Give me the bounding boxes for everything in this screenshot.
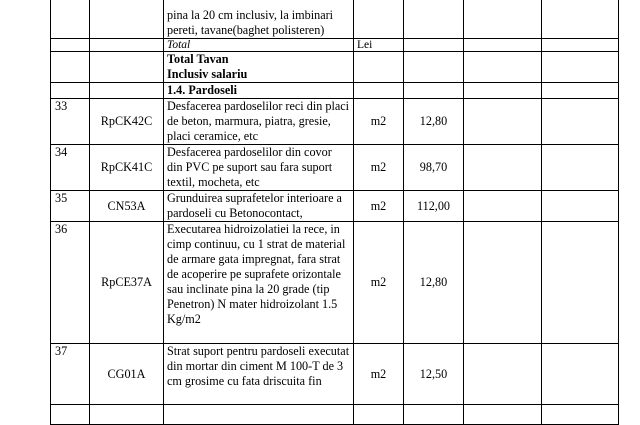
section-total-label [164, 52, 354, 83]
total-label: Total [164, 39, 354, 52]
empty-cell [90, 52, 164, 83]
item-code: RpCK42C [90, 99, 164, 145]
currency-label: Lei [354, 39, 404, 52]
item-price [464, 222, 542, 344]
empty-cell [464, 405, 542, 425]
item-description: Strat suport pentru pardoseli executat din mortar din ciment M 100-T de 3 cm grosime cu fata driscuita fin [164, 344, 354, 405]
empty-cell [354, 405, 404, 425]
table-row-partial [51, 0, 619, 39]
item-code: RpCK41C [90, 145, 164, 191]
table-row [51, 344, 619, 405]
item-code: CN53A [90, 191, 164, 222]
item-quantity: 98,70 [404, 145, 464, 191]
item-unit: m2 [354, 145, 404, 191]
empty-cell [404, 405, 464, 425]
item-unit: m2 [354, 344, 404, 405]
table-row [51, 145, 619, 191]
item-quantity: 12,80 [404, 222, 464, 344]
empty-cell [354, 83, 404, 99]
item-value [542, 222, 619, 344]
row-number: 33 [51, 99, 90, 145]
item-description: Executarea hidroizolatiei la rece, in cimp continuu, cu 1 strat de material de armare gata impregnat, fara strat de acoperire pe suprafete orizontale sau inclinate pina la 20 grade (tip Penetron) N mater hidroizolant 1.5 Kg/m2 [164, 222, 354, 344]
item-code: RpCE37A [90, 222, 164, 344]
item-price [464, 191, 542, 222]
empty-cell [51, 52, 90, 83]
empty-cell [464, 52, 542, 83]
section-title: 1.4. Pardoseli [164, 83, 354, 99]
empty-cell [51, 83, 90, 99]
item-description: Grunduirea suprafetelor interioare a pardoseli cu Betonocontact, [164, 191, 354, 222]
item-code: CG01A [90, 344, 164, 405]
row-number: 36 [51, 222, 90, 344]
empty-cell [404, 39, 464, 52]
item-value [542, 0, 619, 39]
table-row-section-total [51, 52, 619, 83]
table-row [51, 191, 619, 222]
empty-cell [404, 83, 464, 99]
item-code [90, 0, 164, 39]
item-price [464, 145, 542, 191]
empty-cell [90, 83, 164, 99]
section-total-line2: Inclusiv salariu [167, 67, 248, 81]
empty-cell [464, 39, 542, 52]
table-row-total [51, 39, 619, 52]
table-row-section-header [51, 83, 619, 99]
item-unit: m2 [354, 191, 404, 222]
empty-cell [90, 405, 164, 425]
empty-cell [542, 39, 619, 52]
section-total-line1: Total Tavan [167, 52, 229, 66]
item-description: Desfacerea pardoselilor reci din placi de beton, marmura, piatra, gresie, placi ceramice, etc [164, 99, 354, 145]
item-value [542, 99, 619, 145]
table-row-next [51, 405, 619, 425]
empty-cell [354, 52, 404, 83]
empty-cell [164, 405, 354, 425]
empty-cell [464, 83, 542, 99]
row-number: 35 [51, 191, 90, 222]
empty-cell [542, 405, 619, 425]
table-row [51, 99, 619, 145]
empty-cell [542, 52, 619, 83]
item-price [464, 99, 542, 145]
row-number: 34 [51, 145, 90, 191]
table-row [51, 222, 619, 344]
item-description [164, 0, 354, 39]
empty-cell [542, 83, 619, 99]
item-unit: m2 [354, 99, 404, 145]
estimate-table [50, 0, 619, 425]
empty-cell [404, 52, 464, 83]
item-quantity: 12,80 [404, 99, 464, 145]
item-value [542, 191, 619, 222]
empty-cell [51, 405, 90, 425]
description-text: pina la 20 cm inclusiv, la imbinari pereti, tavane(baghet polisteren) [167, 8, 334, 37]
empty-cell [90, 39, 164, 52]
item-unit [354, 0, 404, 39]
row-number [51, 0, 90, 39]
item-value [542, 344, 619, 405]
item-quantity: 112,00 [404, 191, 464, 222]
item-description: Desfacerea pardoselilor din covor din PVC pe suport sau fara suport textil, mocheta, etc [164, 145, 354, 191]
item-quantity [404, 0, 464, 39]
item-quantity: 12,50 [404, 344, 464, 405]
empty-cell [51, 39, 90, 52]
item-price [464, 0, 542, 39]
item-unit: m2 [354, 222, 404, 344]
item-value [542, 145, 619, 191]
row-number: 37 [51, 344, 90, 405]
item-price [464, 344, 542, 405]
